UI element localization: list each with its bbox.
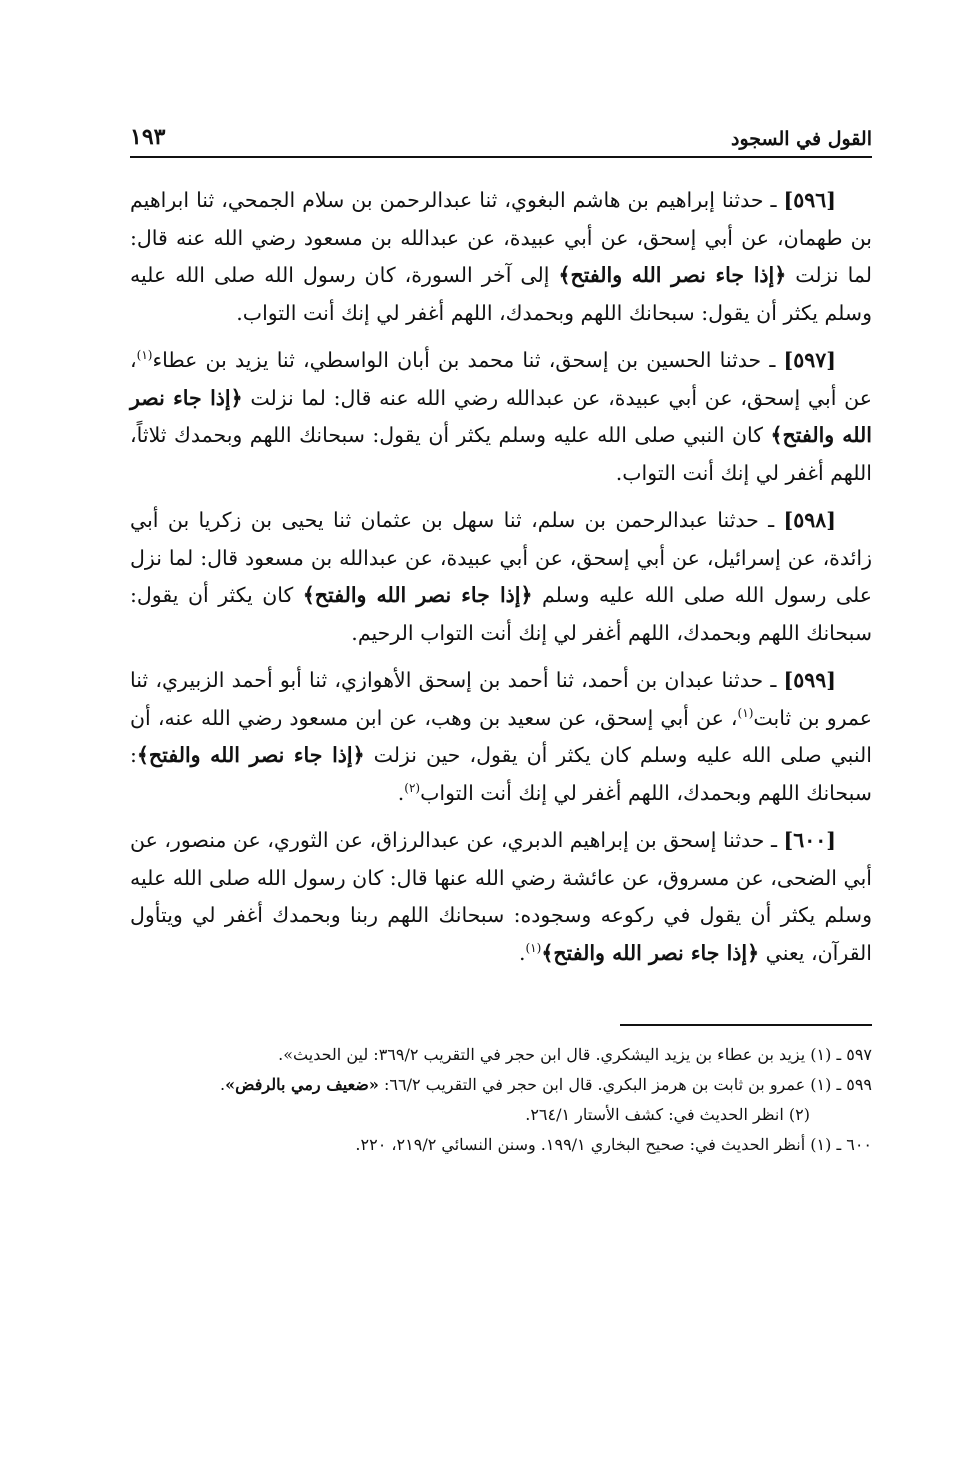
hadith-text: كان يكثر أن يقول: سبحانك اللهم وبحمدك، اللهم أغفر لي إنك أنت التواب الرحيم. <box>130 583 872 645</box>
hadith-text: ـ حدثنا عبدالرحمن بن سلم، ثنا سهل بن عثمان ثنا يحيى بن زكريا بن أبي زائدة، عن إسرائيل، عن أبي إسحق، عن أبي عبيدة، عن عبدالله بن مسعود قال: لما نزل على رسول الله صلى الله عليه وسلم <box>130 508 873 607</box>
footnote-ref: (١) <box>525 940 542 955</box>
hadith-text: كان النبي صلى الله عليه وسلم يكثر أن يقول: سبحانك اللهم وبحمدك ثلاثاً، اللهم أغفر لي إنك أنت التواب. <box>130 423 872 485</box>
quran-quote: ﴿إذا جاء نصر الله والفتح﴾ <box>541 940 760 965</box>
footnote-ref: (١) <box>136 348 153 363</box>
hadith-number: [٥٩٧] <box>783 348 836 372</box>
hadith-text: : سبحانك اللهم وبحمدك، اللهم أغفر لي إنك أنت التواب <box>130 743 872 805</box>
footnote-text: (٢) انظر الحديث في: كشف الأستار ٢٦٤/١. <box>525 1105 810 1124</box>
hadith-text: ـ حدثنا الحسين بن إسحق، ثنا محمد بن أبان الواسطي، ثنا يزيد بن عطاء <box>152 348 784 372</box>
hadith-text: ـ حدثنا عبدان بن أحمد، ثنا أحمد بن إسحق الأهوازي، ثنا أبو أحمد الزبيري، ثنا عمرو بن ثابت <box>130 668 872 730</box>
hadith-number: [٥٩٨] <box>783 508 836 532</box>
footnote-text: ٥٩٩ ـ (١) عمرو بن ثابت بن هرمز البكري. قال ابن حجر في التقريب ٦٦/٢: <box>378 1075 872 1094</box>
footnote-ref: (٢) <box>404 780 421 795</box>
footnote-text: ٥٩٧ ـ (١) يزيد بن عطاء بن يزيد اليشكري. قال ابن حجر في التقريب ٣٦٩/٢: لين الحديث <box>293 1045 872 1064</box>
hadith-number: [٥٩٩] <box>783 668 836 692</box>
footnote-text: ». <box>278 1045 294 1064</box>
footnote-599-2 <box>130 1100 872 1130</box>
page-number: ١٩٣ <box>130 124 166 150</box>
hadith-text: ، عن أبي إسحق، عن أبي عبيدة، عن عبدالله رضي الله عنه قال: لما نزلت <box>130 348 872 410</box>
book-page <box>130 118 872 1418</box>
hadith-text: إلى آخر السورة، كان رسول الله صلى الله عليه وسلم يكثر أن يقول: سبحانك اللهم وبحمدك، اللهم أغفر لي إنك أنت التواب. <box>130 263 872 325</box>
hadith-597 <box>130 342 872 492</box>
hadith-600 <box>130 822 872 972</box>
footnote-597-1 <box>130 1040 872 1070</box>
quran-quote: ﴿إذا جاء نصر الله والفتح﴾ <box>130 385 873 447</box>
hadith-599 <box>130 662 872 812</box>
main-text <box>130 182 872 972</box>
running-title: القول في السجود <box>730 128 872 150</box>
hadith-number: [٥٩٦] <box>783 188 836 212</box>
footnote-ref: (١) <box>737 705 754 720</box>
quran-quote: ﴿إذا جاء نصر الله والفتح﴾ <box>558 263 787 287</box>
hadith-text: . <box>397 780 405 805</box>
hadith-text: ، عن أبي إسحق، عن سعيد بن وهب، عن ابن مسعود رضي الله عنه، أن النبي صلى الله عليه وسلم كان يكثر أن يقول، حين نزلت <box>130 705 872 767</box>
footnote-text: ٦٠٠ ـ (١) أنظر الحديث في: صحيح البخاري ١٩٩/١. وسنن النسائي ٢١٩/٢، ٢٢٠. <box>355 1135 872 1154</box>
hadith-text: ـ حدثنا إبراهيم بن هاشم البغوي، ثنا عبدالرحمن بن سلام الجمحي، ثنا ابراهيم بن طهمان، عن أبي إسحق، عن أبي عبيدة، عن عبدالله بن مسعود رضي الله عنه قال: لما نزلت <box>130 188 872 287</box>
footnote-599-1 <box>130 1070 872 1100</box>
footnotes <box>130 1040 872 1160</box>
footnote-divider <box>620 1024 872 1026</box>
hadith-text: . <box>518 940 526 965</box>
footnote-bold: «ضعيف رمي بالرفض» <box>225 1075 379 1094</box>
footnote-600-1 <box>130 1130 872 1160</box>
hadith-598 <box>130 502 872 652</box>
hadith-number: [٦٠٠] <box>783 828 836 852</box>
footnote-text: . <box>220 1075 226 1094</box>
hadith-text: ـ حدثنا إسحق بن إبراهيم الدبري، عن عبدالرزاق، عن الثوري، عن منصور، عن أبي الضحى، عن مسروق، عن عائشة رضي الله عنها قال: كان رسول الله صلى الله عليه وسلم يكثر أن يقول في ركوعه وسجوده: سبحانك اللهم ربنا وبحمدك أغفر لي ويتأول القرآن، يعني <box>130 828 872 965</box>
quran-quote: ﴿إذا جاء نصر الله والفتح﴾ <box>136 743 365 767</box>
hadith-596 <box>130 182 872 332</box>
running-header <box>130 118 872 158</box>
quran-quote: ﴿إذا جاء نصر الله والفتح﴾ <box>302 583 533 607</box>
